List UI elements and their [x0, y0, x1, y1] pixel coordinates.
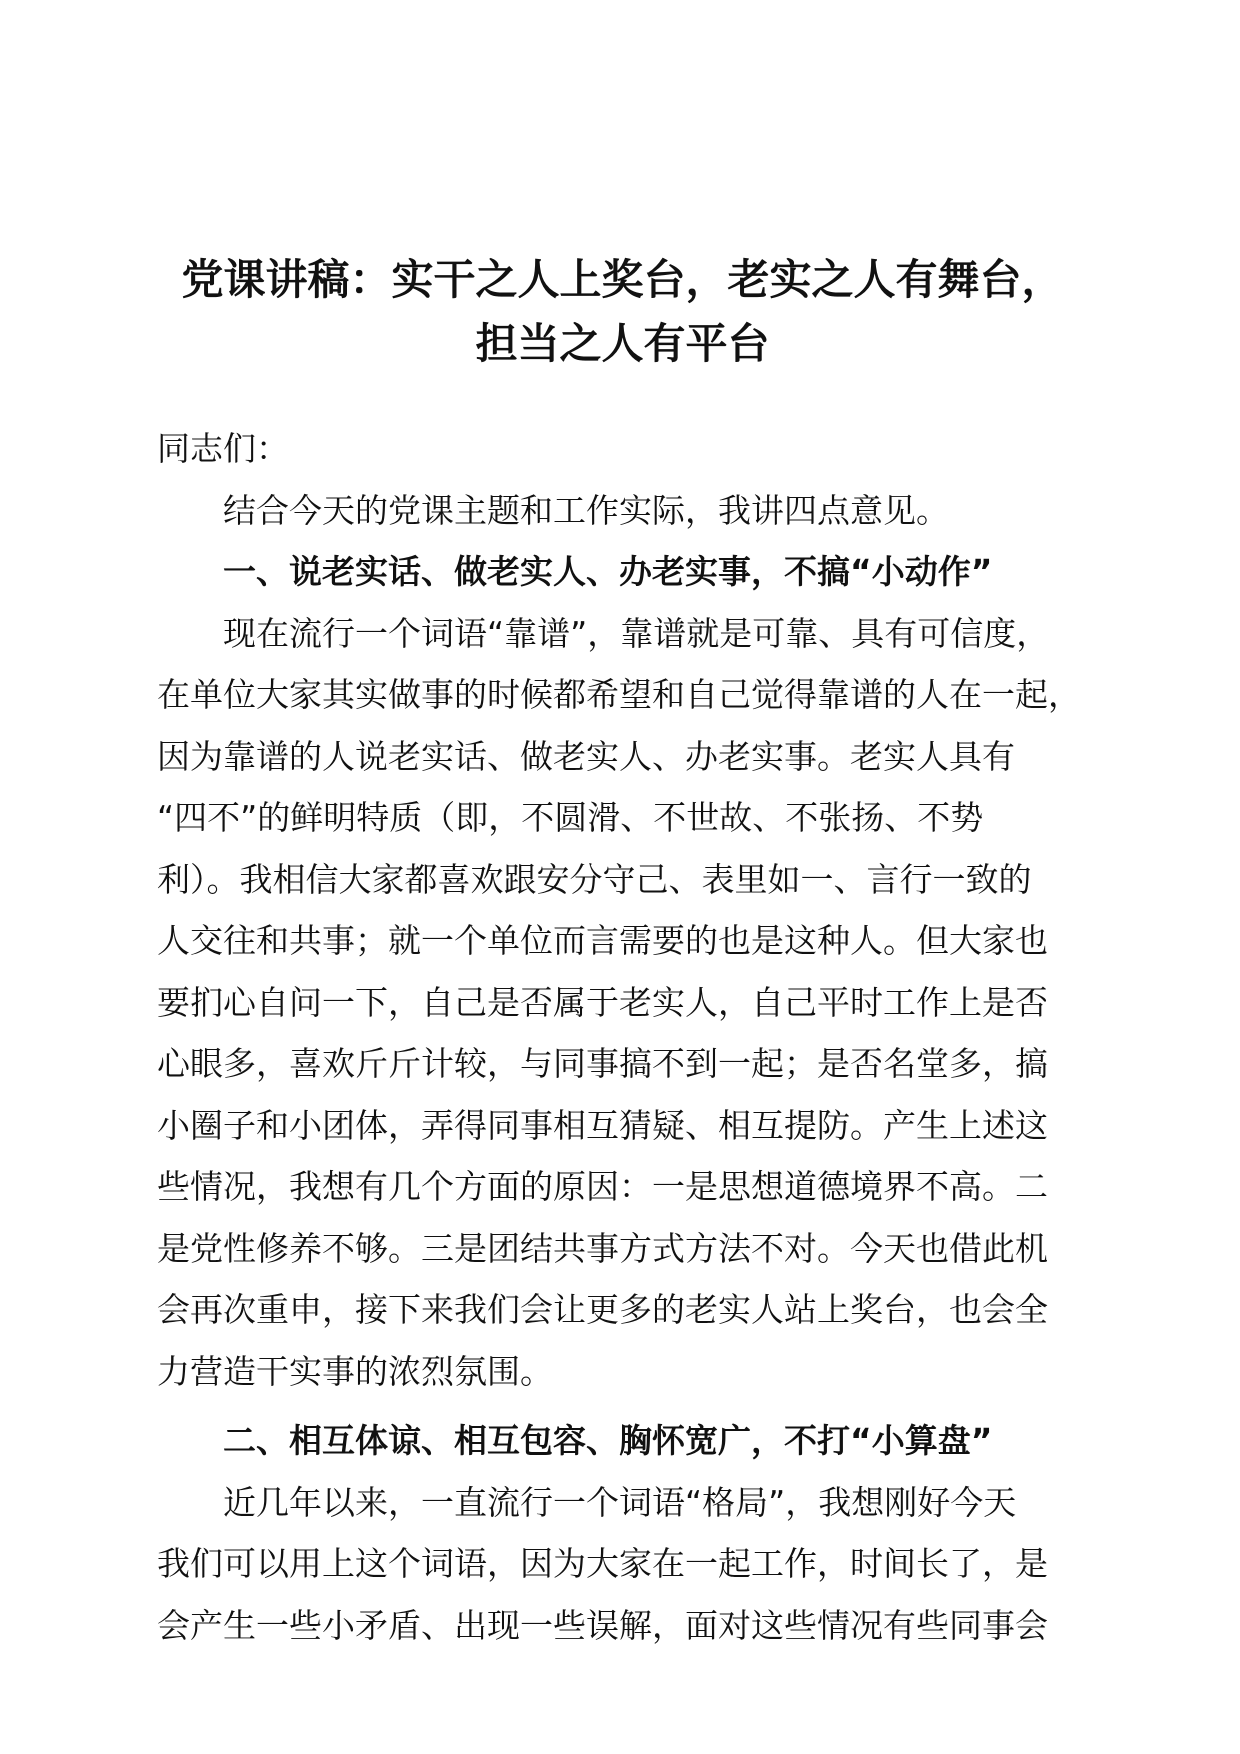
document-body — [157, 418, 1092, 1656]
paragraph-line: “四不”的鲜明特质（即，不圆滑、不世故、不张扬、不势 — [157, 798, 984, 837]
paragraph-line: 近几年以来，一直流行一个词语“格局”，我想刚好今天 — [223, 1482, 1017, 1522]
section-2-heading: 二、相互体谅、相互包容、胸怀宽广，不打“小算盘” — [223, 1421, 993, 1460]
title-line-1: 党课讲稿：实干之人上奖台，老实之人有舞台， — [181, 255, 1064, 304]
paragraph-line: 利）。我相信大家都喜欢跟安分守己、表里如一、言行一致的 — [157, 859, 1032, 899]
paragraph-line: 会产生一些小矛盾、出现一些误解，面对这些情况有些同事会 — [157, 1605, 1048, 1645]
paragraph-line: 现在流行一个词语“靠谱”，靠谱就是可靠、具有可信度， — [223, 613, 1050, 653]
section-2-paragraph — [157, 1472, 1092, 1657]
paragraph-line: 在单位大家其实做事的时候都希望和自己觉得靠谱的人在一起， — [157, 675, 1081, 714]
paragraph-line: 是党性修养不够。三是团结共事方式方法不对。今天也借此机 — [157, 1228, 1048, 1268]
paragraph-line: 我们可以用上这个词语，因为大家在一起工作，时间长了，是 — [157, 1544, 1048, 1583]
section-1-heading: 一、说老实话、做老实人、办老实事，不搞“小动作” — [223, 552, 993, 591]
intro-paragraph: 结合今天的党课主题和工作实际，我讲四点意见。 — [223, 490, 949, 530]
salutation: 同志们： — [157, 429, 289, 468]
paragraph-line: 力营造干实事的浓烈氛围。 — [157, 1351, 553, 1391]
paragraph-line: 心眼多，喜欢斤斤计较，与同事搞不到一起；是否名堂多，搞 — [157, 1044, 1048, 1083]
paragraph-line: 会再次重申，接下来我们会让更多的老实人站上奖台，也会全 — [157, 1290, 1048, 1329]
title-line-2: 担当之人有平台 — [475, 319, 770, 368]
section-1-paragraph — [157, 603, 1092, 1403]
document-title — [150, 248, 1095, 376]
paragraph-line: 要扪心自问一下，自己是否属于老实人，自己平时工作上是否 — [157, 982, 1048, 1022]
paragraph-line: 因为靠谱的人说老实话、做老实人、办老实事。老实人具有 — [157, 736, 1015, 776]
paragraph-line: 些情况，我想有几个方面的原因：一是思想道德境界不高。二 — [157, 1167, 1048, 1206]
paragraph-line: 小圈子和小团体，弄得同事相互猜疑、相互提防。产生上述这 — [157, 1105, 1048, 1145]
paragraph-line: 人交往和共事；就一个单位而言需要的也是这种人。但大家也 — [157, 921, 1048, 960]
